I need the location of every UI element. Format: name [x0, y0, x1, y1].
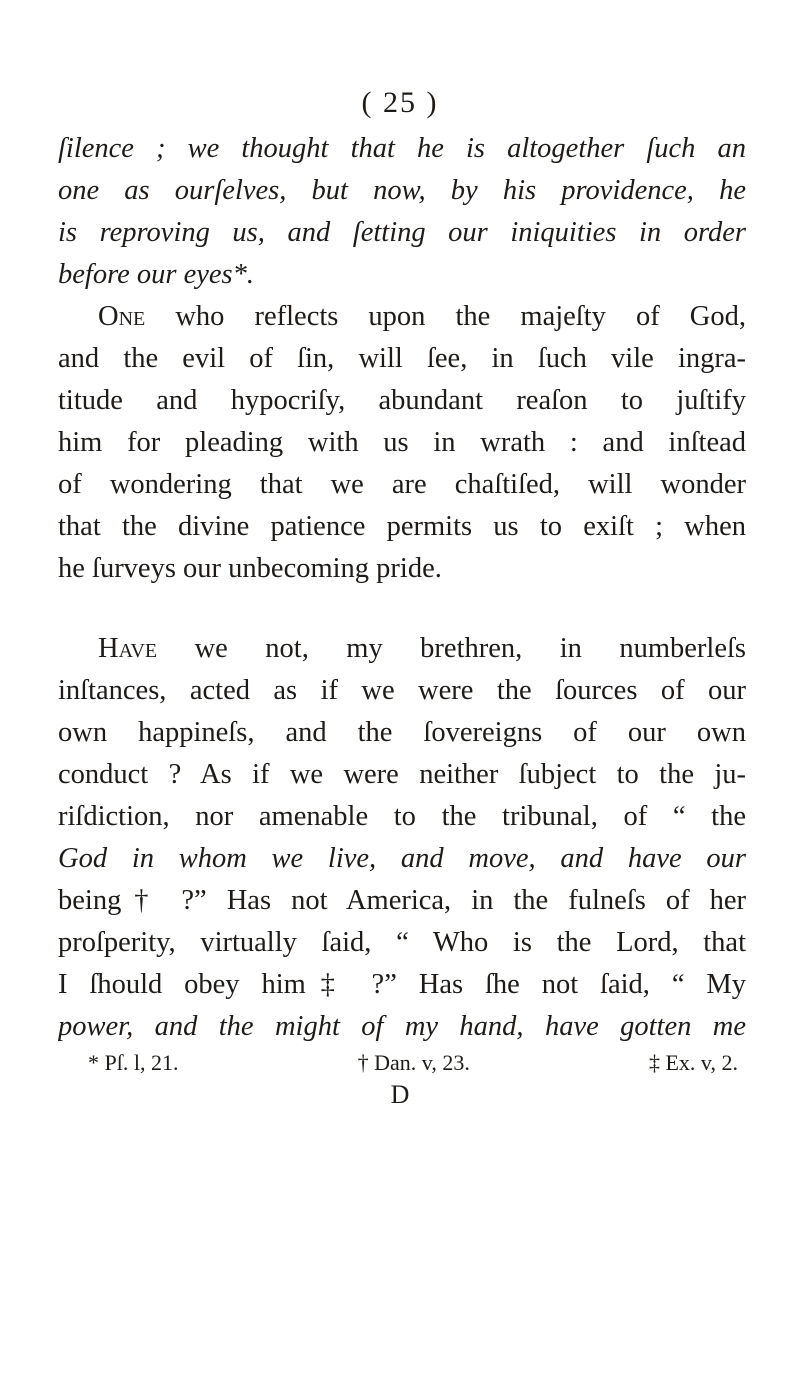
paragraph-3: [58, 628, 746, 1048]
paragraph-2: [58, 296, 746, 590]
footnote-1: * Pſ. l, 21.: [88, 1050, 179, 1075]
lead-word: One: [98, 301, 146, 332]
line: own happineſs, and the ſovereigns of our own: [58, 717, 746, 748]
line: One who reflects upon the majeſty of God,: [98, 301, 746, 332]
line: that the divine patience permits us to exiſt ; when: [58, 511, 746, 542]
line: he ſurveys our unbecoming pride.: [58, 553, 442, 584]
line: being† ?” Has not America, in the fulneſs of her: [58, 885, 746, 916]
signature-mark: D: [390, 1080, 410, 1109]
line: I ſhould obey him‡ ?” Has ſhe not ſaid, “ My: [58, 969, 746, 1000]
line: God in whom we live, and move, and have our: [58, 843, 746, 874]
line: and the evil of ſin, will ſee, in ſuch vile ingra-: [58, 343, 746, 374]
line: of wondering that we are chaſtiſed, will wonder: [58, 469, 746, 500]
footnotes: [88, 1050, 738, 1076]
line: ſilence ; we thought that he is altogether ſuch an: [58, 133, 746, 164]
line: riſdiction, nor amenable to the tribunal, of “ the: [58, 801, 746, 832]
line: before our eyes*.: [58, 259, 255, 290]
line: inſtances, acted as if we were the ſources of our: [58, 675, 746, 706]
line: him for pleading with us in wrath : and inſtead: [58, 427, 746, 458]
line: titude and hypocriſy, abundant reaſon to juſtify: [58, 385, 746, 416]
line: conduct ? As if we were neither ſubject to the ju-: [58, 759, 746, 790]
page-number: ( 25 ): [361, 86, 439, 119]
line: proſperity, virtually ſaid, “ Who is the Lord, that: [58, 927, 746, 958]
line: one as ourſelves, but now, by his providence, he: [58, 175, 746, 206]
line: Have we not, my brethren, in numberleſs: [98, 633, 746, 664]
lead-word: Have: [98, 633, 158, 664]
line: is reproving us, and ſetting our iniquities in order: [58, 217, 746, 248]
line: power, and the might of my hand, have gotten me: [58, 1011, 746, 1042]
paragraph-1: [58, 128, 746, 296]
footnote-2: † Dan. v, 23.: [357, 1050, 470, 1075]
footnote-3: ‡ Ex. v, 2.: [648, 1050, 738, 1075]
